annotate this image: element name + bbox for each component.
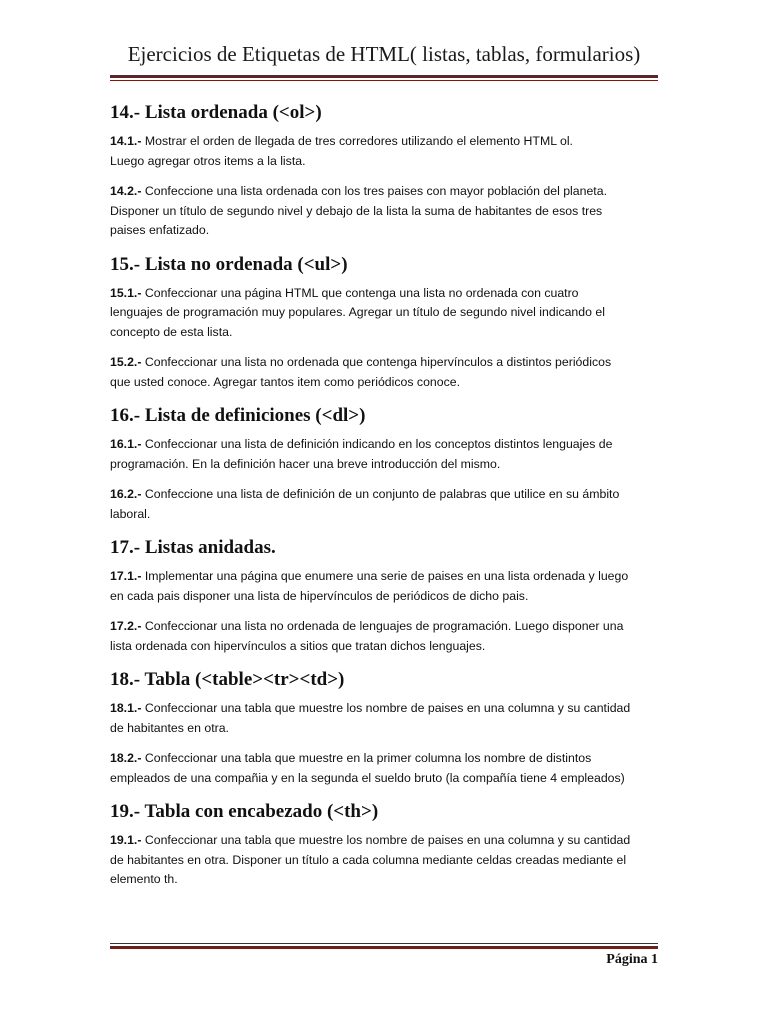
exercise-text-line: Implementar una página que enumere una serie de paises en una lista ordenada y luego (144, 569, 629, 583)
exercise-paragraph (110, 749, 660, 788)
footer-rule-thick (110, 946, 658, 949)
section-heading: 18.- Tabla (<table><tr><td>) (110, 669, 345, 690)
exercise-number: 18.1.- (110, 701, 142, 715)
exercise-text-line: elemento th. (110, 872, 178, 886)
document-body (110, 100, 660, 901)
exercise-paragraph (110, 485, 660, 524)
exercise-number: 17.2.- (110, 619, 142, 633)
exercise-text-line: lenguajes de programación muy populares. Agregar un título de segundo nivel indicando el (110, 305, 605, 319)
header-rule-thick (110, 75, 658, 78)
exercise-text-line: Confeccionar una página HTML que contenga una lista no ordenada con cuatro (144, 285, 579, 300)
exercise-text-line: Luego agregar otros items a la lista. (110, 153, 306, 168)
exercise-number: 16.1.- (110, 437, 142, 451)
exercise-text-line: empleados de una compañia y en la segunda el sueldo bruto (la compañía tiene 4 empleados) (110, 770, 625, 785)
exercise-text-line: que usted conoce. Agregar tantos item como periódicos conoce. (110, 374, 460, 389)
section (110, 667, 660, 788)
page-header-title: Ejercicios de Etiquetas de HTML( listas, tablas, formularios) (127, 42, 641, 66)
exercise-paragraph (110, 617, 660, 656)
section (110, 799, 660, 890)
footer-rule-thin (110, 943, 658, 944)
section-heading: 14.- Lista ordenada (<ol>) (110, 102, 322, 123)
exercise-number: 19.1.- (110, 833, 142, 847)
exercise-number: 18.2.- (110, 751, 142, 765)
exercise-paragraph (110, 699, 660, 738)
exercise-text-line: Mostrar el orden de llegada de tres corredores utilizando el elemento HTML ol. (144, 134, 573, 148)
exercise-number: 14.1.- (110, 134, 142, 148)
exercise-paragraph (110, 182, 660, 241)
section-heading: 15.- Lista no ordenada (<ul>) (110, 253, 348, 275)
exercise-text-line: Confeccionar una tabla que muestre en la primer columna los nombre de distintos (144, 751, 592, 765)
section (110, 403, 660, 524)
exercise-number: 15.2.- (110, 355, 142, 369)
exercise-text-line: Confeccionar una lista no ordenada de lenguajes de programación. Luego disponer una (144, 619, 624, 633)
exercise-number: 16.2.- (110, 487, 142, 501)
section-heading: 17.- Listas anidadas. (110, 537, 276, 558)
exercise-paragraph (110, 831, 660, 890)
section-heading: 19.- Tabla con encabezado (<th>) (110, 801, 379, 822)
exercise-paragraph (110, 567, 660, 606)
exercise-text-line: Confeccione una lista ordenada con los tres paises con mayor población del planeta. (144, 184, 607, 198)
exercise-text-line: de habitantes en otra. (110, 720, 229, 735)
exercise-text-line: Confeccionar una lista de definición indicando en los conceptos distintos lenguajes de (144, 437, 613, 451)
exercise-number: 14.2.- (110, 184, 142, 198)
exercise-paragraph (110, 132, 660, 171)
exercise-text-line: en cada pais disponer una lista de hipervínculos de periódicos de dicho pais. (110, 588, 529, 603)
header-rule-thin (110, 80, 658, 81)
exercise-paragraph (110, 284, 660, 343)
section-heading: 16.- Lista de definiciones (<dl>) (110, 405, 366, 426)
section (110, 252, 660, 393)
exercise-text-line: Confeccionar una tabla que muestre los nombre de paises en una columna y su cantidad (144, 701, 631, 715)
exercise-text-line: lista ordenada con hipervínculos a sitios que tratan dichos lenguajes. (110, 638, 486, 653)
exercise-text-line: concepto de esta lista. (110, 324, 233, 339)
exercise-text-line: Confeccionar una lista no ordenada que contenga hipervínculos a distintos periódicos (144, 355, 612, 369)
exercise-paragraph (110, 353, 660, 392)
exercise-text-line: de habitantes en otra. Disponer un título a cada columna mediante celdas creadas mediante el (110, 852, 627, 867)
section (110, 535, 660, 656)
exercise-text-line: Confeccionar una tabla que muestre los nombre de paises en una columna y su cantidad (144, 833, 631, 847)
exercise-text-line: laboral. (110, 506, 151, 521)
section (110, 100, 660, 241)
exercise-number: 17.1.- (110, 569, 142, 583)
exercise-text-line: Disponer un título de segundo nivel y debajo de la lista la suma de habitantes de esos tres (110, 203, 603, 218)
page-number: Página 1 (606, 952, 658, 967)
exercise-text-line: paises enfatizado. (110, 223, 210, 237)
exercise-number: 15.1.- (110, 285, 142, 300)
exercise-text-line: Confeccione una lista de definición de un conjunto de palabras que utilice en su ámbito (144, 487, 620, 501)
exercise-paragraph (110, 435, 660, 474)
exercise-text-line: programación. En la definición hacer una breve introducción del mismo. (110, 456, 501, 471)
